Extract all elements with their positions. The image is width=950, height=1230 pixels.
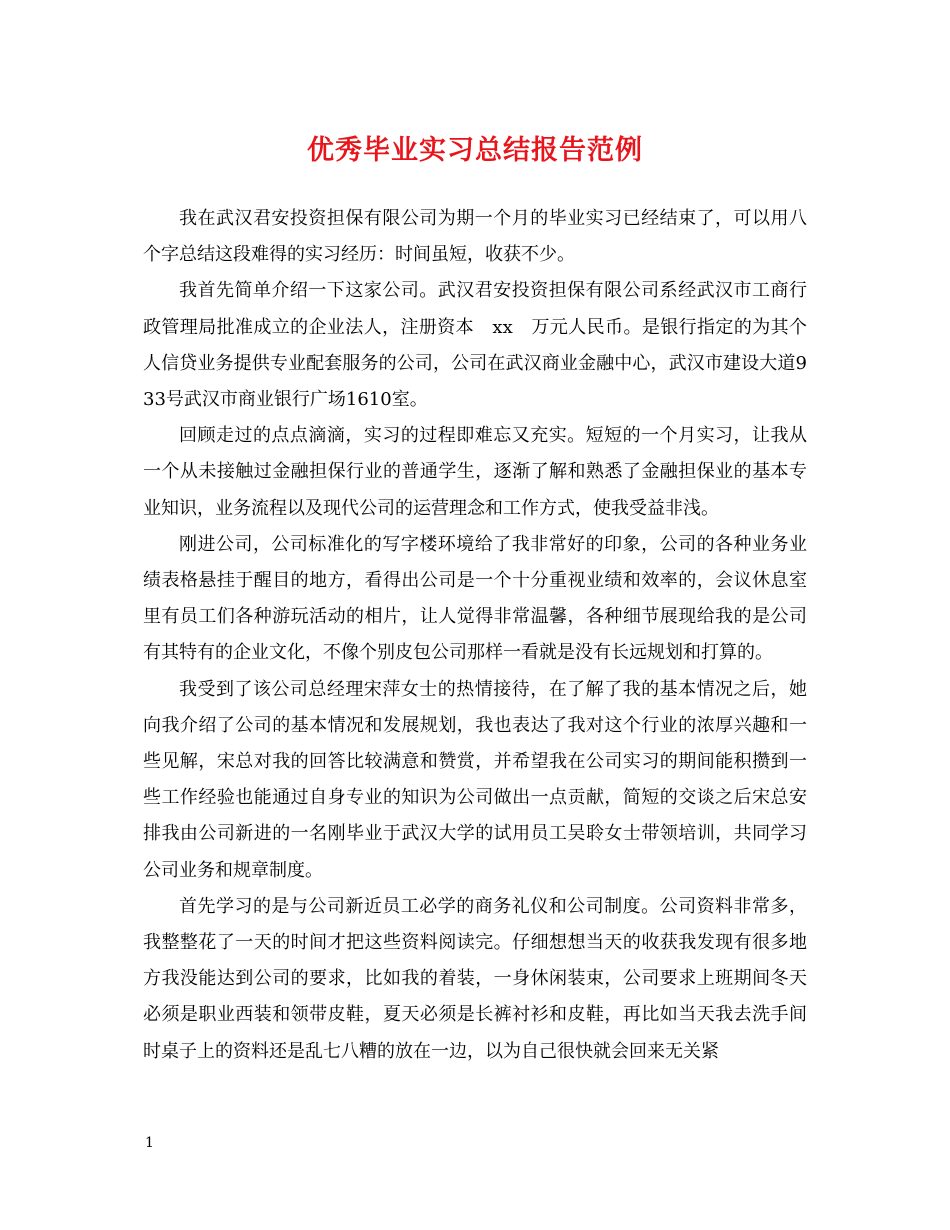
paragraph-5: 我受到了该公司总经理宋萍女士的热情接待，在了解了我的基本情况之后，她向我介绍了公司的基本情况和发展规划，我也表达了我对这个行业的浓厚兴趣和一些见解，宋总对我的回答比较满意和赞赏，并希望我在公司实习的期间能积攒到一些工作经验也能通过自身专业的知识为公司做出一点贡献，简短的交谈之后宋总安排我由公司新进的一名刚毕业于武汉大学的试用员工吴聆女士带领培训，共同学习公司业务和规章制度。 [143,678,807,881]
page-number: 1 [145,1135,154,1151]
paragraph-3: 回顾走过的点点滴滴，实习的过程即难忘又充实。短短的一个月实习，让我从一个从未接触过金融担保行业的普通学生，逐渐了解和熟悉了金融担保业的基本专业知识，业务流程以及现代公司的运营理念和工作方式，使我受益非浅。 [143,425,807,519]
document-body [143,201,807,1070]
paragraph-6: 首先学习的是与公司新近员工必学的商务礼仪和公司制度。公司资料非常多，我整整花了一天的时间才把这些资料阅读完。仔细想想当天的收获我发现有很多地方我没能达到公司的要求，比如我的着装，一身休闲装束，公司要求上班期间冬天必须是职业西装和领带皮鞋，夏天必须是长裤衬衫和皮鞋，再比如当天我去洗手间时桌子上的资料还是乱七八糟的放在一边，以为自己很快就会回来无关紧 [143,895,807,1062]
paragraph-4: 刚进公司，公司标准化的写字楼环境给了我非常好的印象，公司的各种业务业绩表格悬挂于醒目的地方，看得出公司是一个十分重视业绩和效率的，会议休息室里有员工们各种游玩活动的相片，让人觉得非常温馨，各种细节展现给我的是公司有其特有的企业文化，不像个别皮包公司那样一看就是没有长远规划和打算的。 [143,533,807,664]
document-title: 优秀毕业实习总结报告范例 [307,135,643,166]
paragraph-1: 我在武汉君安投资担保有限公司为期一个月的毕业实习已经结束了，可以用八个字总结这段难得的实习经历：时间虽短，收获不少。 [143,208,807,266]
paragraph-2: 我首先简单介绍一下这家公司。武汉君安投资担保有限公司系经武汉市工商行政管理局批准成立的企业法人，注册资本 xx 万元人民币。是银行指定的为其个人信贷业务提供专业配套服务的公司，公司在武汉商业金融中心，武汉市建设大道933号武汉市商业银行广场1610室。 [143,280,807,411]
